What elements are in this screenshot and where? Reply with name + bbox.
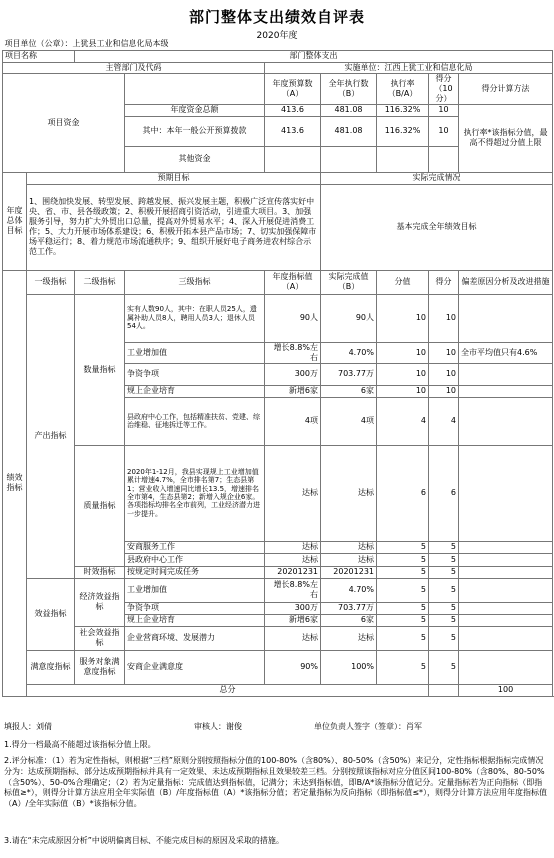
indicator-actual: 4项 xyxy=(321,397,377,445)
indicator-weight: 5 xyxy=(377,602,429,614)
funds-label: 项目资金 xyxy=(3,73,125,172)
indicator-actual: 6家 xyxy=(321,385,377,397)
note-2: 2.评分标准：（1）若为定性指标，则根据“三档”原则分别按照指标分值的100-80%（含80%）、80-50%（含50%）来记分，定性指标根据指标完成情况分为：达成预期指标、部分达成预期指标并具有一定效果、未达成预期指标且效果较差三档。分别按照该指标对应分值区间100-80%（含80%、80-50%（含50%）、50-0%合理确定；（2）若为定量指标：完成值达到指标值，记满分；未达到指标值，即B/A*该指标分值记分。定量指标若为正向指标（即指标值≥*），则得分计算方法应用全年实际值（B）/年度指标值（A）*该指标分值；若定量指标为反向指标（即指标值≤*），则得分计算方法应用年度指标值（A）/全年实际值（B）*该指标分值。 xyxy=(4,756,548,809)
indicator-reason xyxy=(459,397,553,445)
col-method: 得分计算方法 xyxy=(459,73,553,104)
indicator-score: 10 xyxy=(429,294,459,342)
goal-label: 年度总体目标 xyxy=(3,172,27,270)
indicator-target: 新增6家 xyxy=(265,614,321,626)
indicator-score: 5 xyxy=(429,578,459,602)
indicator-weight: 6 xyxy=(377,445,429,541)
indicator-weight: 5 xyxy=(377,566,429,578)
expected-text: 1、围绕加快发展、转型发展、跨越发展、振兴发展主题，积极广泛宣传落实好中央、省、市、县各级政策；2、积极开展招商引资活动，引进重大项目。3、加强服务引导，努力扩大外贸出口总量，提高对外贸易水平；4、深入开展促进消费工作；5、大力开展市场体系建设；6、积极开拓本县产品市场；7、切实加强保障市场平稳运行；8、着力规范市场流通秩序；9、组织开展好电子商务进农村综合示范工作。 xyxy=(27,184,321,270)
indicator-reason xyxy=(459,385,553,397)
header-reason: 偏差原因分析及改进措施 xyxy=(459,270,553,294)
page-title: 部门整体支出绩效自评表 xyxy=(188,8,365,26)
indicator-weight: 10 xyxy=(377,363,429,385)
other-score xyxy=(429,146,459,172)
indicator-score: 5 xyxy=(429,602,459,614)
indicator-actual: 100% xyxy=(321,650,377,684)
impl-unit: 实施单位：江西上犹工业和信息化局 xyxy=(265,62,553,73)
indicator-reason xyxy=(459,553,553,566)
indicator-name: 县政府中心工作 xyxy=(125,553,265,566)
method-text: 执行率*该指标分值，最高不得超过分值上限 xyxy=(459,104,553,172)
indicator-actual: 达标 xyxy=(321,541,377,553)
dept-label: 主管部门及代码 xyxy=(3,62,265,73)
indicator-weight: 5 xyxy=(377,626,429,650)
note-3: 3.请在“未完成原因分析”中说明偏离目标、不能完成目标的原因及采取的措施。 xyxy=(4,836,284,845)
header-score: 得分 xyxy=(429,270,459,294)
indicator-name: 规上企业培育 xyxy=(125,385,265,397)
indicator-actual: 达标 xyxy=(321,445,377,541)
indicator-reason xyxy=(459,614,553,626)
indicator-target: 达标 xyxy=(265,553,321,566)
indicator-reason xyxy=(459,602,553,614)
indicator-target: 90人 xyxy=(265,294,321,342)
indicator-reason xyxy=(459,294,553,342)
indicator-weight: 10 xyxy=(377,294,429,342)
indicator-target: 4项 xyxy=(265,397,321,445)
output-label: 产出指标 xyxy=(27,294,75,578)
indicator-weight: 10 xyxy=(377,342,429,363)
funds-header-blank xyxy=(125,73,265,104)
header-level2: 二级指标 xyxy=(75,270,125,294)
total-budget: 413.6 xyxy=(265,104,321,116)
public-score: 10 xyxy=(429,116,459,146)
header-level3: 三级指标 xyxy=(125,270,265,294)
satisfy-label: 满意度指标 xyxy=(27,650,75,684)
service-label: 服务对象满意度指标 xyxy=(75,650,125,684)
indicator-actual: 4.70% xyxy=(321,342,377,363)
note-1: 1.得分一档最高不能超过该指标分值上限。 xyxy=(4,740,156,749)
reviewer: 审核人：谢俊 xyxy=(194,722,242,731)
indicator-reason xyxy=(459,541,553,553)
indicator-target: 20201231 xyxy=(265,566,321,578)
indicator-target: 达标 xyxy=(265,541,321,553)
indicator-target: 增长8.8%左右 xyxy=(265,578,321,602)
indicator-reason xyxy=(459,650,553,684)
social-label: 社会效益指标 xyxy=(75,626,125,650)
indicator-reason: 全市平均值只有4.6% xyxy=(459,342,553,363)
actual-text: 基本完成全年绩效目标 xyxy=(321,184,553,270)
project-name-label: 项目名称 xyxy=(3,50,75,62)
other-rate xyxy=(377,146,429,172)
indicator-score: 5 xyxy=(429,553,459,566)
col-score: 得分（10分） xyxy=(429,73,459,104)
indicator-actual: 达标 xyxy=(321,553,377,566)
year-label: 2020年度 xyxy=(256,31,298,41)
indicator-reason xyxy=(459,445,553,541)
project-name-value: 部门整体支出 xyxy=(75,50,553,62)
evaluation-table xyxy=(2,39,553,697)
indicator-score: 4 xyxy=(429,397,459,445)
indicator-weight: 10 xyxy=(377,385,429,397)
indicator-name: 实有人数90人，其中：在职人员25人，遗属补助人员8人，聘用人员3人；退休人员54人。 xyxy=(125,294,265,342)
header-actual: 实际完成值（B） xyxy=(321,270,377,294)
other-exec xyxy=(321,146,377,172)
indicator-target: 达标 xyxy=(265,445,321,541)
header-level1: 一级指标 xyxy=(27,270,75,294)
total-funds-label: 年度资金总额 xyxy=(125,104,265,116)
indicator-actual: 90人 xyxy=(321,294,377,342)
actual-label: 实际完成情况 xyxy=(321,172,553,184)
indicator-score: 6 xyxy=(429,445,459,541)
indicator-actual: 4.70% xyxy=(321,578,377,602)
col-budget: 年度预算数（A） xyxy=(265,73,321,104)
indicator-weight: 5 xyxy=(377,578,429,602)
indicator-score: 5 xyxy=(429,614,459,626)
indicator-name: 争资争项 xyxy=(125,363,265,385)
indicator-actual: 703.77万 xyxy=(321,602,377,614)
expected-label: 预期目标 xyxy=(27,172,321,184)
indicator-target: 达标 xyxy=(265,626,321,650)
total-label: 总分 xyxy=(27,684,429,696)
total-blank xyxy=(429,684,459,696)
time-label: 时效指标 xyxy=(75,566,125,578)
indicator-weight: 5 xyxy=(377,541,429,553)
header-weight: 分值 xyxy=(377,270,429,294)
indicator-score: 5 xyxy=(429,566,459,578)
total-rate: 116.32% xyxy=(377,104,429,116)
indicator-actual: 达标 xyxy=(321,626,377,650)
public-exec: 481.08 xyxy=(321,116,377,146)
indicator-target: 增长8.8%左右 xyxy=(265,342,321,363)
indicator-target: 300万 xyxy=(265,602,321,614)
indicator-score: 10 xyxy=(429,385,459,397)
indicator-name: 安商服务工作 xyxy=(125,541,265,553)
total-exec: 481.08 xyxy=(321,104,377,116)
indicator-weight: 5 xyxy=(377,614,429,626)
econ-label: 经济效益指标 xyxy=(75,578,125,626)
indicator-score: 5 xyxy=(429,541,459,553)
qty-label: 数量指标 xyxy=(75,294,125,445)
indicator-score: 5 xyxy=(429,626,459,650)
indicator-score: 10 xyxy=(429,363,459,385)
total-score: 10 xyxy=(429,104,459,116)
indicator-name: 工业增加值 xyxy=(125,342,265,363)
indicator-target: 300万 xyxy=(265,363,321,385)
other-budget xyxy=(265,146,321,172)
public-rate: 116.32% xyxy=(377,116,429,146)
indicator-name: 工业增加值 xyxy=(125,578,265,602)
other-funds-label: 其他资金 xyxy=(125,146,265,172)
indicator-target: 新增6家 xyxy=(265,385,321,397)
indicator-reason xyxy=(459,363,553,385)
indicator-reason xyxy=(459,626,553,650)
perf-label: 绩效指标 xyxy=(3,270,27,696)
indicator-name: 规上企业培育 xyxy=(125,614,265,626)
indicator-weight: 4 xyxy=(377,397,429,445)
indicator-target: 90% xyxy=(265,650,321,684)
indicator-score: 10 xyxy=(429,342,459,363)
indicator-name: 2020年1-12月，我县实现规上工业增加值累计增速4.7%，全市排名第7；生态县第1；营业收入增速同比增长13.5，增速排名全市第4，生态县第2；新增入规企业6家。各项指标均排名全市前列，工业经济潜力进一步提升。 xyxy=(125,445,265,541)
public-label: 其中：本年一般公开预算拨款 xyxy=(125,116,265,146)
quality-label: 质量指标 xyxy=(75,445,125,566)
col-exec: 全年执行数（B） xyxy=(321,73,377,104)
indicator-weight: 5 xyxy=(377,553,429,566)
total-points: 100 xyxy=(459,684,553,696)
indicator-weight: 5 xyxy=(377,650,429,684)
filler: 填报人：刘倩 xyxy=(4,722,52,731)
header-target: 年度指标值（A） xyxy=(265,270,321,294)
indicator-name: 安商企业满意度 xyxy=(125,650,265,684)
indicator-reason xyxy=(459,566,553,578)
indicator-reason xyxy=(459,578,553,602)
indicator-name: 按规定时间完成任务 xyxy=(125,566,265,578)
benefit-label: 效益指标 xyxy=(27,578,75,650)
indicator-name: 争资争项 xyxy=(125,602,265,614)
public-budget: 413.6 xyxy=(265,116,321,146)
indicator-actual: 6家 xyxy=(321,614,377,626)
indicator-actual: 20201231 xyxy=(321,566,377,578)
col-rate: 执行率（B/A） xyxy=(377,73,429,104)
indicator-name: 企业营商环境、发展潜力 xyxy=(125,626,265,650)
indicator-actual: 703.77万 xyxy=(321,363,377,385)
indicator-score: 5 xyxy=(429,650,459,684)
indicator-name: 县政府中心工作，包括精准扶贫、党建、综治维稳、征地拆迁等工作。 xyxy=(125,397,265,445)
leader: 单位负责人签字（签章）：肖军 xyxy=(314,722,422,731)
unit-label: 项目单位（公章）：上犹县工业和信息化局本级 xyxy=(4,39,169,49)
